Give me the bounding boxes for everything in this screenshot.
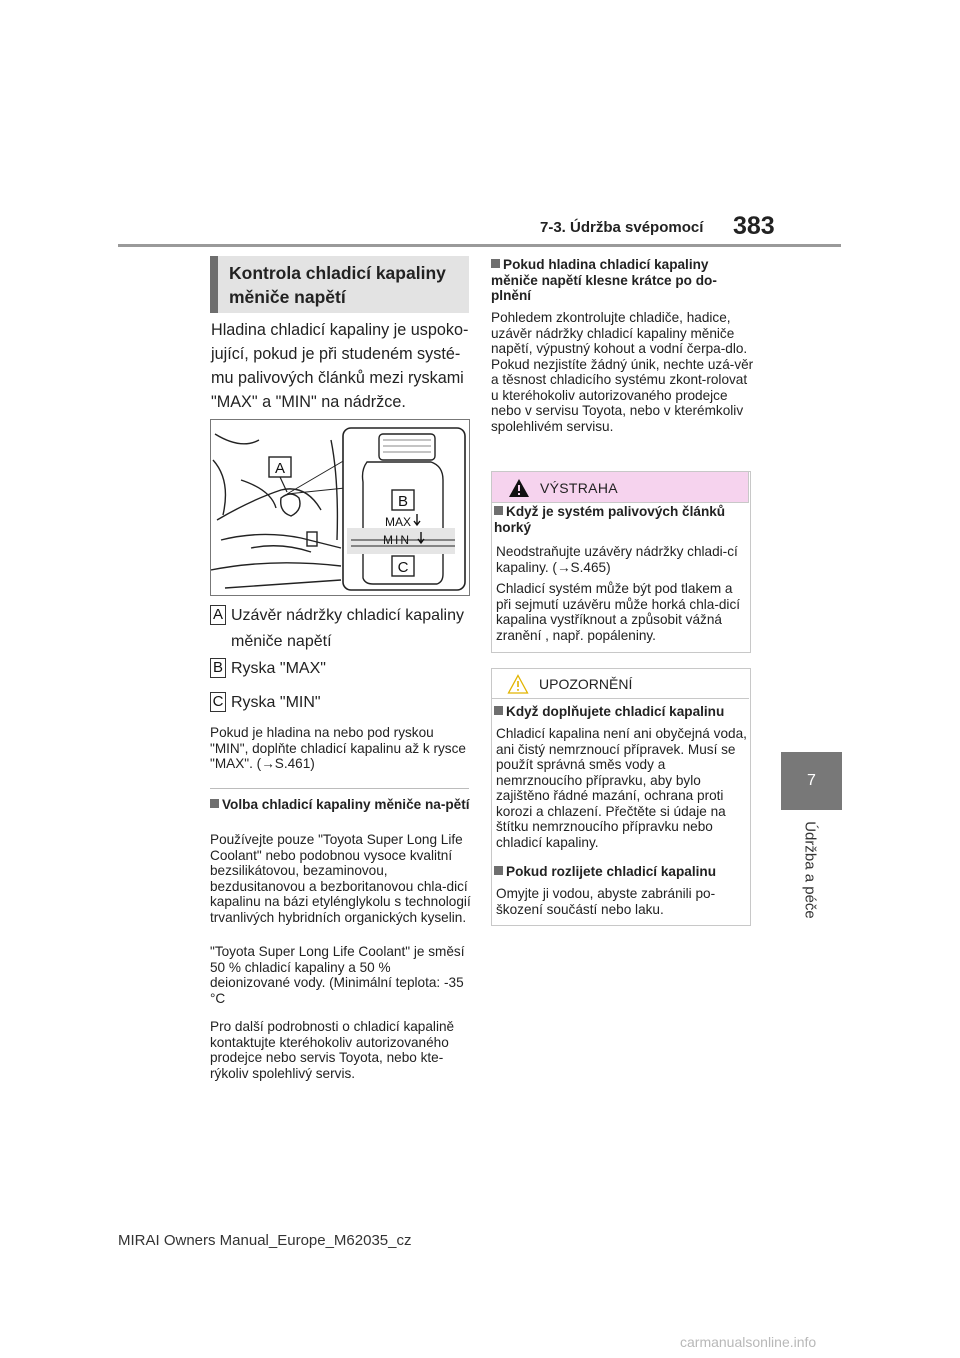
section-divider [210, 788, 469, 789]
section-heading-text: Kontrola chladicí kapaliny měniče napětí [229, 263, 446, 307]
legend-label-b: Ryska "MAX" [231, 660, 326, 677]
section-heading [210, 256, 469, 313]
bullet-square-icon [494, 866, 503, 875]
coolant-choice-heading [210, 797, 472, 813]
warning-title: Když je systém palivových článků horký [494, 504, 726, 535]
intro-paragraph: Hladina chladicí kapaliny je uspoko-jující, pokud je při studeném systé-mu palivových článků mezi ryskami "MAX" a "MIN" na nádržce. [211, 321, 469, 411]
legend-item-c [210, 690, 470, 716]
fill-note: Pokud je hladina na nebo pod ryskou "MIN", doplňte chladicí kapalinu až k rysce "MAX". (→S.461) [210, 725, 466, 771]
chapter-side-label [770, 820, 850, 920]
chapter-number: 7 [807, 772, 816, 789]
watermark: carmanualsonline.info [680, 1334, 817, 1350]
bullet-square-icon [210, 799, 219, 808]
bullet-square-icon [494, 706, 503, 715]
min-mark-label: MIN [383, 533, 411, 547]
chapter-tab [781, 752, 842, 810]
coolant-choice-paragraph-1: Používejte pouze "Toyota Super Long Life Coolant" nebo podobnou vysoce kvalitní bezsilikátovou, bezaminovou, bezdusitanovou a bezboritanovou chla-dicí kapalinu na bázi etylénglykolu s technologií trvanlivých hybridních organických kyselin. [210, 832, 471, 925]
chapter-label: Údržba a péče [801, 821, 819, 919]
warning-paragraph-1: Neodstraňujte uzávěry nádržky chladi-cí kapaliny. (→S.465) [496, 544, 738, 575]
legend-item-a [210, 603, 470, 659]
caution-label: UPOZORNĚNÍ [539, 676, 633, 692]
legend-label-a: Uzávěr nádržky chladicí kapaliny měniče napětí [231, 607, 464, 650]
level-drop-paragraph: Pohledem zkontrolujte chladiče, hadice, uzávěr nádržky chladicí kapaliny měniče napětí, výpustný kohout a vodní čerpa-dlo. Pokud nezjistíte žádný únik, nechte uzá-věr a těsnost chladicího systému zkont-rolovat u kteréhokoliv autorizovaného prodejce nebo v servisu Toyota, nebo v kterémkoliv spolehlivém servisu. [491, 310, 754, 434]
bullet-square-icon [491, 259, 500, 268]
caution-triangle-icon [507, 674, 529, 694]
warning-triangle-icon [508, 478, 530, 498]
warning-label: VÝSTRAHA [540, 480, 618, 496]
level-drop-heading [491, 257, 756, 304]
section-title: 7-3. Údržba svépomocí [540, 219, 704, 236]
caution-heading-2 [494, 864, 748, 880]
legend-item-b [210, 656, 470, 682]
heading-accent-bar [210, 256, 218, 313]
header-divider [118, 244, 841, 247]
callout-c: C [397, 559, 409, 576]
caution-paragraph-2: Omyjte ji vodou, abyste zabránili po-škození součástí nebo laku. [496, 886, 716, 917]
coolant-choice-paragraph-3: Pro další podrobnosti o chladicí kapalině kontaktujte kteréhokoliv autorizovaného prodejce nebo servis Toyota, nebo kte-rýkoliv spolehlivý servis. [210, 1019, 455, 1081]
caution-title-1: Když doplňujete chladicí kapalinu [506, 704, 725, 719]
caution-title-2: Pokud rozlijete chladicí kapalinu [506, 864, 716, 879]
caution-paragraph-1: Chladicí kapalina není ani obyčejná voda, ani čistý nemrznoucí přípravek. Musí se použít správná směs vody a nemrznoucího přípravku, aby bylo zajištěno řádné mazání, ochrana proti korozi a chlazení. Přečtěte si údaje na štítku nemrznoucího přípravku nebo chladicí kapaliny. [496, 726, 747, 850]
reservoir-illustration [211, 420, 469, 595]
callout-a: A [274, 460, 286, 477]
warning-paragraph-2: Chladicí systém může být pod tlakem a při sejmutí uzávěru může horká chla-dicí kapalina vystříknout a způsobit vážná zranění , např. popáleniny. [496, 581, 741, 643]
footer-manual-id: MIRAI Owners Manual_Europe_M62035_cz [118, 1232, 412, 1249]
legend-key-c: C [210, 692, 226, 712]
caution-heading-1 [494, 704, 748, 720]
level-drop-title: Pokud hladina chladicí kapaliny měniče napětí klesne krátce po do-plnění [491, 257, 717, 303]
warning-heading [494, 504, 748, 535]
legend-key-b: B [210, 658, 226, 678]
legend-key-a: A [210, 605, 226, 625]
coolant-reservoir-figure [210, 419, 470, 596]
bullet-square-icon [494, 506, 503, 515]
max-mark-label: MAX [385, 515, 412, 529]
legend-label-c: Ryska "MIN" [231, 694, 321, 711]
page-number: 383 [733, 212, 775, 240]
caution-header [491, 668, 749, 699]
warning-header [491, 471, 749, 503]
callout-b: B [397, 493, 409, 510]
coolant-choice-paragraph-2: "Toyota Super Long Life Coolant" je směsí 50 % chladicí kapaliny a 50 % deionizované vody. (Minimální teplota: -35 °C [210, 944, 465, 1006]
coolant-choice-title: Volba chladicí kapaliny měniče na-pětí [222, 797, 470, 812]
